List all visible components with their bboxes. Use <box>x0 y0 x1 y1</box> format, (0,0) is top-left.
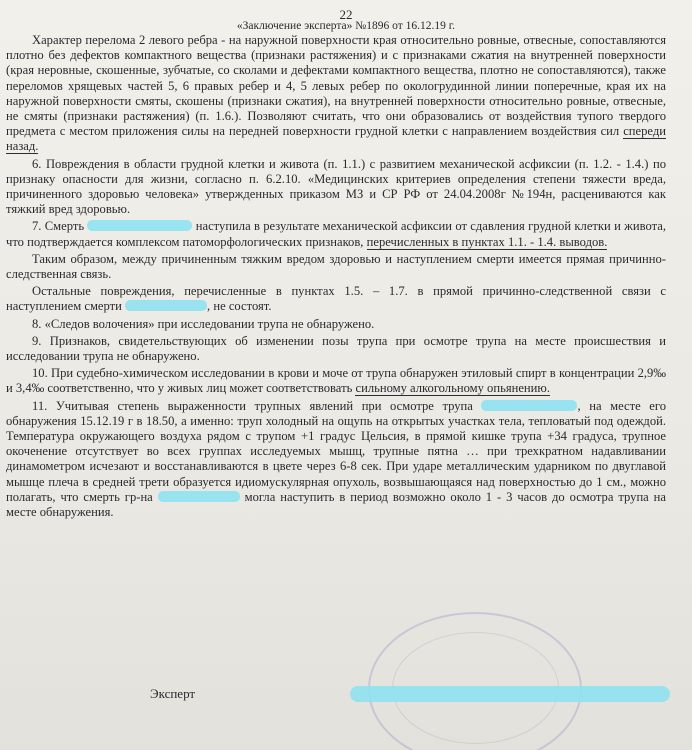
paragraph-11: 11. Учитывая степень выраженности трупных явлений при осмотре трупа , на месте его обнаружения 15.12.19 г в 18.50, а именно: труп холодный на ощупь на открытых участках тела, тепловатый под одеждой. Температура окружающего воздуха рядом с трупом +1 градус Цельсия, в прямой кишке трупа +34 градуса, трупное окоченение отсутствует во всех группах исследуемых мышц, трупные пятна … при трехкратном надавливании динамометром исчезают и восстанавливаются в цвете через 6-8 сек. При ударе металлическим ударником по двуглавой мышце плеча в средней трети образуется идиомускулярная опухоль, возвышающаяся над поверхностью до 1 см., можно полагать, что смерть гр-на могла наступить в период возможно около 1 - 3 часов до осмотра трупа на месте обнаружения. <box>6 398 667 520</box>
paragraph-thus: Таким образом, между причиненным тяжким вредом здоровью и наступлением смерти имеется прямая причинно-следственная связь. <box>6 251 666 282</box>
paragraph-fracture-character: Характер перелома 2 левого ребра - на наружной поверхности края относительно ровные, отвесные, сопоставляются плотно без дефектов компактного вещества (признаки растяжения) и с признаками сжатия на внутренней поверхности (края неровные, скошенные, зубчатые, со сколами и дефектами компактного вещества, плотно не сопоставляются), также переломов хрящевых частей 5, 6 правых ребер и 4, 5 левых ребер по окологрудинной линии поперечные, края их на наружной поверхности смяты, скошены (признаки сжатия), на внутренней поверхности относительно ровные, отвесные, не смяты (признаки растяжения) (п. 1.6.). Позволяют считать, что они образовались от воздействия тупого твердого предмета с местом приложения силы на передней поверхности грудной клетки с направлением воздействия сил спереди назад. <box>6 33 666 154</box>
conclusion-text <box>6 33 666 520</box>
paragraph-6: 6. Повреждения в области грудной клетки и живота (п. 1.1.) с развитием механической асфиксии (п. 1.2. - 1.4.) по признаку опасности для жизни, согласно п. 6.2.10. «Медицинских критериев определения степени тяжести вреда, причиненного здоровью человека» утвержденных приказом МЗ и СР РФ от 24.04.2008г №194н, расцениваются как тяжкий вред здоровью. <box>6 156 666 217</box>
underlined-text: сильному алкогольному опьянению. <box>355 381 550 396</box>
redacted-name-blur <box>125 300 207 311</box>
paragraph-7: 7. Смерть наступила в результате механической асфиксии от сдавления грудной клетки и живота, что подтверждается комплексом патоморфологических признаков, перечисленных в пунктах 1.1. - 1.4. выводов. <box>6 219 666 249</box>
redacted-name-blur <box>481 400 577 411</box>
document-header: «Заключение эксперта» №1896 от 16.12.19 г. <box>236 20 456 32</box>
redacted-name-blur <box>87 220 192 231</box>
expert-label: Эксперт <box>150 686 196 701</box>
paragraph-10: 10. При судебно-химическом исследовании в крови и моче от трупа обнаружен этиловый спирт в концентрации 2,9‰ и 3,4‰ соответственно, что у живых лиц может соответствовать сильному алкогольному опьянению. <box>6 366 666 396</box>
underlined-text: перечисленных в пунктах 1.1. - 1.4. выводов. <box>366 234 608 249</box>
paragraph-9: 9. Признаков, свидетельствующих об изменении позы трупа при осмотре трупа на месте происшествия и исследовании трупа не обнаружено. <box>6 333 666 364</box>
paragraph-8: 8. «Следов волочения» при исследовании трупа не обнаружено. <box>32 316 375 331</box>
redacted-signature-blur <box>350 686 670 702</box>
redacted-name-blur <box>158 491 240 502</box>
underlined-text: спереди назад. <box>6 124 666 154</box>
paragraph-other-injuries: Остальные повреждения, перечисленные в пунктах 1.5. – 1.7. в прямой причинно-следственной связи с наступлением смерти , не состоят. <box>6 284 666 314</box>
page-number: 22 <box>339 7 353 22</box>
